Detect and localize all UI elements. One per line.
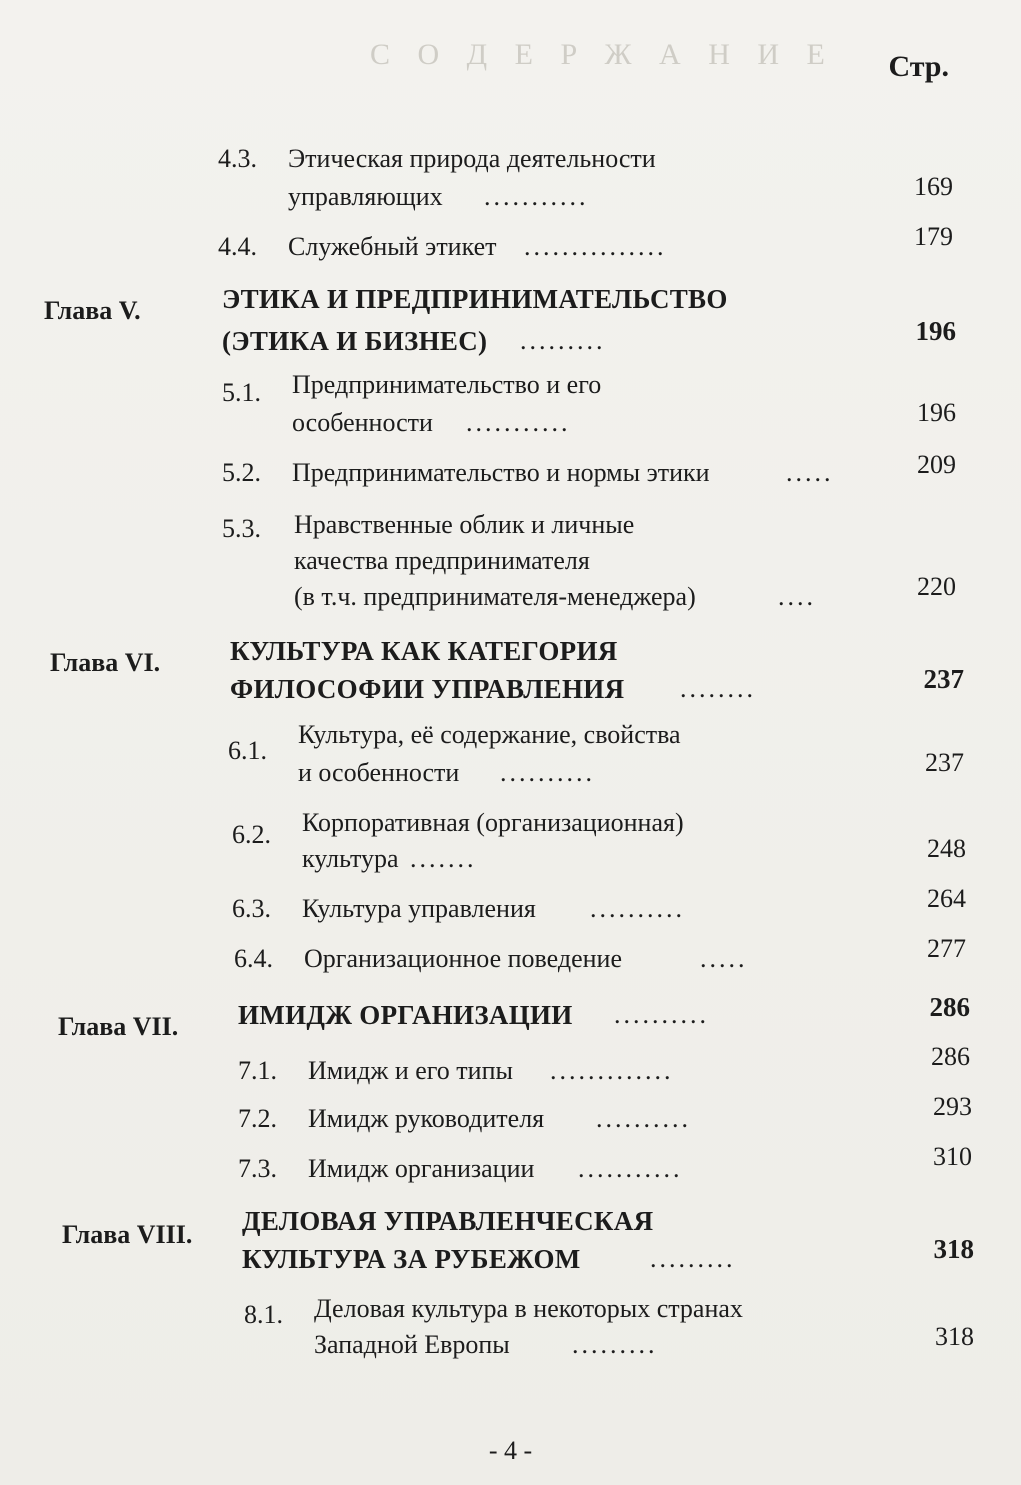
section-number: 4.4. [218, 232, 257, 261]
section-title-cont: Западной Европы [314, 1330, 510, 1359]
chapter-title: КУЛЬТУРА КАК КАТЕГОРИЯ [230, 636, 618, 666]
page-ref: 248 [927, 834, 966, 863]
page-ref: 310 [933, 1142, 972, 1171]
page-ref: 169 [914, 172, 953, 201]
page-ref: 286 [929, 992, 970, 1022]
section-number: 5.3. [222, 514, 261, 543]
page-ref: 196 [915, 316, 956, 346]
page-ref: 220 [917, 572, 956, 601]
page-ref: 277 [927, 934, 966, 963]
chapter-label: Глава VIII. [62, 1220, 193, 1249]
section-number: 7.3. [238, 1154, 277, 1183]
section-number: 4.3. [218, 144, 257, 173]
leader-dots: ......... [572, 1330, 658, 1359]
section-title-cont: управляющих [288, 182, 443, 211]
section-number: 5.2. [222, 458, 261, 487]
page-ref: 209 [917, 450, 956, 479]
section-number: 7.1. [238, 1056, 277, 1085]
leader-dots: .......... [596, 1104, 691, 1133]
leader-dots: ........ [680, 674, 756, 703]
chapter-label: Глава V. [44, 296, 141, 325]
leader-dots: ............. [550, 1056, 674, 1085]
chapter-title: ДЕЛОВАЯ УПРАВЛЕНЧЕСКАЯ [242, 1206, 654, 1236]
leader-dots: .... [778, 582, 816, 611]
chapter-title: ИМИДЖ ОРГАНИЗАЦИИ [238, 1000, 573, 1030]
leader-dots: .......... [614, 1000, 709, 1029]
section-title-cont: качества предпринимателя [294, 546, 590, 575]
section-title: Имидж организации [308, 1154, 535, 1183]
section-title: Предпринимательство и нормы этики [292, 458, 710, 487]
leader-dots: ............... [524, 232, 667, 261]
page-number: - 4 - [488, 1436, 533, 1465]
chapter-label: Глава VII. [58, 1012, 179, 1041]
section-title: Этическая природа деятельности [288, 144, 656, 173]
section-number: 6.3. [232, 894, 271, 923]
chapter-title-cont: ФИЛОСОФИИ УПРАВЛЕНИЯ [230, 674, 625, 704]
section-number: 6.2. [232, 820, 271, 849]
section-number: 5.1. [222, 378, 261, 407]
leader-dots: ......... [520, 326, 606, 355]
section-number: 8.1. [244, 1300, 283, 1329]
section-title-cont: и особенности [298, 758, 460, 787]
section-title: Корпоративная (организационная) [302, 808, 684, 837]
section-title: Служебный этикет [288, 232, 497, 261]
page-ref: 237 [923, 664, 964, 694]
page-ref: 286 [931, 1042, 970, 1071]
page-ref: 196 [917, 398, 956, 427]
section-title: Организационное поведение [304, 944, 623, 973]
section-number: 6.4. [234, 944, 273, 973]
section-title-cont: культура [302, 844, 399, 873]
section-title: Нравственные облик и личные [294, 510, 635, 539]
page-ref: 237 [925, 748, 964, 777]
section-number: 7.2. [238, 1104, 277, 1133]
section-title-cont: особенности [292, 408, 433, 437]
leader-dots: ........... [466, 408, 571, 437]
leader-dots: ....... [410, 844, 477, 873]
section-title: Деловая культура в некоторых странах [314, 1294, 743, 1323]
chapter-title-cont: (ЭТИКА И БИЗНЕС) [222, 326, 488, 356]
leader-dots: .......... [500, 758, 595, 787]
page-ref: 264 [927, 884, 966, 913]
leader-dots: ........... [484, 182, 589, 211]
page-ref: 318 [935, 1322, 974, 1351]
leader-dots: ......... [650, 1244, 736, 1273]
section-title: Культура, её содержание, свойства [298, 720, 681, 749]
section-title-cont: (в т.ч. предпринимателя-менеджера) [294, 582, 696, 611]
page-ref: 318 [933, 1234, 974, 1264]
page-column-label: Стр. [888, 50, 949, 83]
chapter-label: Глава VI. [50, 648, 161, 677]
section-number: 6.1. [228, 736, 267, 765]
page-ref: 179 [914, 222, 953, 251]
page-ref: 293 [933, 1092, 972, 1121]
section-title: Предпринимательство и его [292, 370, 602, 399]
leader-dots: ..... [786, 458, 834, 487]
chapter-title: ЭТИКА И ПРЕДПРИНИМАТЕЛЬСТВО [222, 284, 728, 314]
leader-dots: .......... [590, 894, 685, 923]
chapter-title-cont: КУЛЬТУРА ЗА РУБЕЖОМ [242, 1244, 581, 1274]
bleed-through-text: С О Д Е Р Ж А Н И Е [370, 38, 835, 71]
leader-dots: ..... [700, 944, 748, 973]
section-title: Имидж и его типы [308, 1056, 513, 1085]
leader-dots: ........... [578, 1154, 683, 1183]
section-title: Культура управления [302, 894, 536, 923]
section-title: Имидж руководителя [308, 1104, 545, 1133]
